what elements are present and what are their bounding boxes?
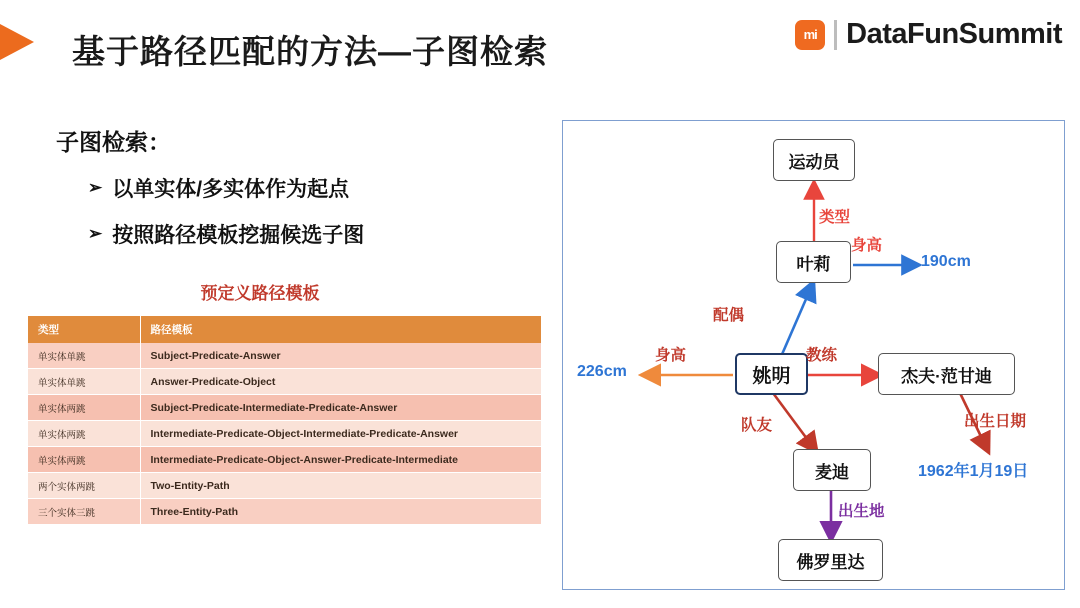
edge-label-birthplace: 出生地 bbox=[838, 503, 885, 520]
list-item-label: 以单实体/多实体作为起点 bbox=[112, 178, 350, 201]
divider bbox=[834, 20, 837, 50]
table-row bbox=[28, 499, 542, 525]
edge-label-teammate: 队友 bbox=[741, 417, 773, 434]
cell-template: Subject-Predicate-Intermediate-Predicate-Answer bbox=[140, 395, 542, 421]
graph-node-yeli[interactable]: 叶莉 bbox=[776, 241, 851, 283]
graph-node-yaoming[interactable]: 姚明 bbox=[735, 353, 808, 395]
cell-type: 单实体单跳 bbox=[28, 369, 140, 395]
edge-label-type: 类型 bbox=[819, 209, 851, 226]
value-birthdate-jeff: 1962年1月19日 bbox=[918, 463, 1029, 480]
edge-label-coach: 教练 bbox=[806, 347, 838, 364]
value-height-yaoming: 226cm bbox=[577, 363, 627, 380]
edge-label-birthdate: 出生日期 bbox=[964, 413, 1027, 430]
brand bbox=[795, 18, 1062, 51]
brand-name: DataFunSummit bbox=[846, 18, 1062, 50]
table-caption: 预定义路径模板 bbox=[200, 284, 320, 303]
triangle-right-icon bbox=[0, 24, 34, 60]
table-row bbox=[28, 473, 542, 499]
cell-type: 两个实体两跳 bbox=[28, 473, 140, 499]
graph-node-jeff[interactable]: 杰夫·范甘迪 bbox=[878, 353, 1015, 395]
graph-node-florida[interactable]: 佛罗里达 bbox=[778, 539, 883, 581]
cell-template: Intermediate-Predicate-Object-Answer-Predicate-Intermediate bbox=[140, 447, 542, 473]
knowledge-graph-panel bbox=[562, 120, 1065, 590]
section-title: 子图检索： bbox=[56, 129, 171, 155]
table-row bbox=[28, 343, 542, 369]
column-header-template: 路径模板 bbox=[140, 316, 542, 343]
table-row bbox=[28, 421, 542, 447]
cell-template: Intermediate-Predicate-Object-Intermediate-Predicate-Answer bbox=[140, 421, 542, 447]
cell-type: 单实体两跳 bbox=[28, 395, 140, 421]
table-header-row bbox=[28, 316, 542, 343]
left-content bbox=[0, 124, 560, 525]
table-row bbox=[28, 447, 542, 473]
cell-type: 单实体两跳 bbox=[28, 447, 140, 473]
cell-template: Subject-Predicate-Answer bbox=[140, 343, 542, 369]
page-title: 基于路径匹配的方法—子图检索 bbox=[72, 33, 548, 70]
graph-node-maidi[interactable]: 麦迪 bbox=[793, 449, 871, 491]
cell-type: 单实体单跳 bbox=[28, 343, 140, 369]
chevron-right-icon: ➢ bbox=[88, 224, 103, 243]
edge-label-spouse: 配偶 bbox=[713, 307, 745, 324]
edge-label-height-yaoming: 身高 bbox=[655, 347, 687, 364]
cell-template: Answer-Predicate-Object bbox=[140, 369, 542, 395]
cell-template: Three-Entity-Path bbox=[140, 499, 542, 525]
value-height-yeli: 190cm bbox=[921, 253, 971, 270]
list-item bbox=[88, 173, 560, 203]
edge-label-height-yeli: 身高 bbox=[851, 237, 883, 254]
table-row bbox=[28, 395, 542, 421]
cell-type: 单实体两跳 bbox=[28, 421, 140, 447]
list-item-label: 按照路径模板挖掘候选子图 bbox=[112, 224, 365, 247]
xiaomi-logo-icon: mi bbox=[795, 20, 825, 50]
cell-template: Two-Entity-Path bbox=[140, 473, 542, 499]
column-header-type: 类型 bbox=[28, 316, 140, 343]
list-item bbox=[88, 219, 560, 249]
graph-node-athlete[interactable]: 运动员 bbox=[773, 139, 855, 181]
path-template-table bbox=[28, 316, 542, 525]
chevron-right-icon: ➢ bbox=[88, 178, 103, 197]
cell-type: 三个实体三跳 bbox=[28, 499, 140, 525]
table-row bbox=[28, 369, 542, 395]
